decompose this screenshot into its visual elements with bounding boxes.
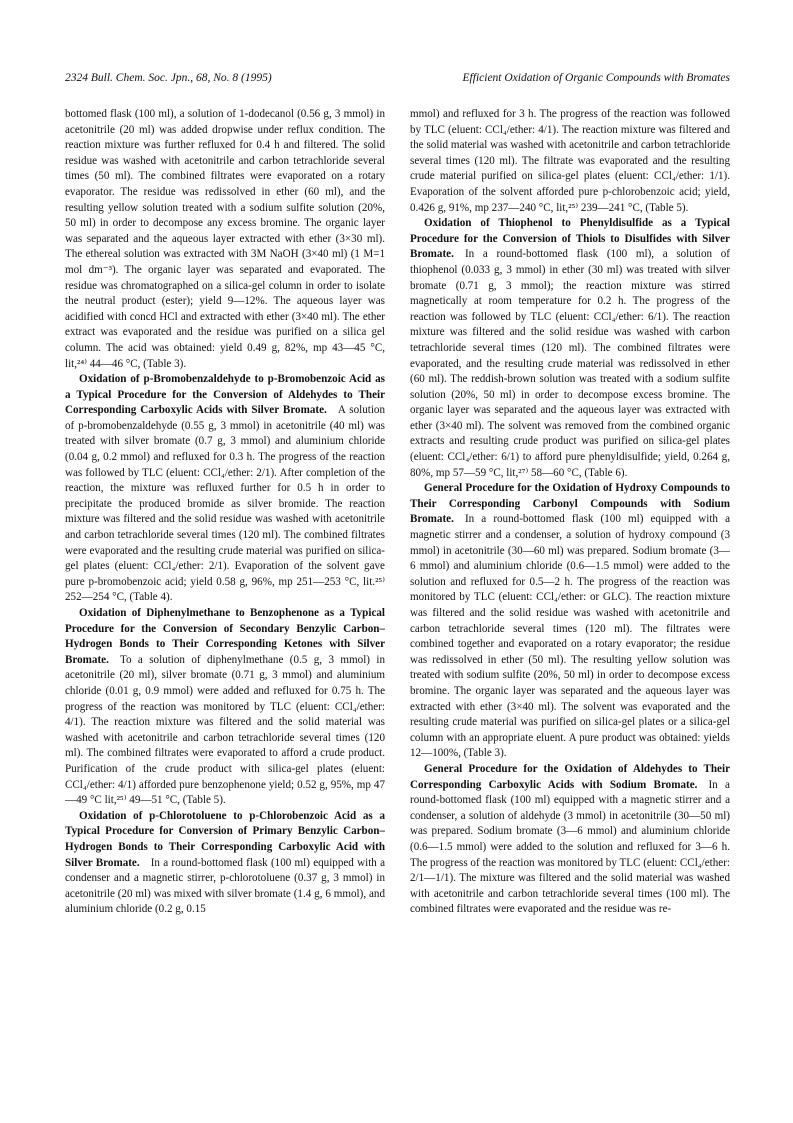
paragraph <box>65 809 385 918</box>
paragraph <box>65 606 385 809</box>
section-heading: Oxidation of Thiophenol to Phenyldisulfide as a Typical Procedure for the Conversion of Thiols to Disulfides with Silver Bromate. <box>410 217 730 261</box>
paragraph <box>65 372 385 606</box>
section-heading: Oxidation of p-Chlorotoluene to p-Chlorobenzoic Acid as a Typical Procedure for Conversion of Primary Benzylic Carbon–Hydrogen Bonds to Their Corresponding Carboxylic Acid with Silver Bromate. <box>65 809 385 869</box>
paragraph-text: In a round-bottomed flask (100 ml), a solution of thiophenol (0.033 g, 3 mmol) in ether (30 ml) was treated with silver bromate (0.71 g, 3 mmol); the reaction mixture was stirred magnetically at room temperature for 0.2 h. The progress of the reaction was followed by TLC (eluent: CCl₄/ether: 6/1). The reaction mixture was filtered and the solid residue was washed with carbon tetrachloride several times (120 ml). The combined filtrates were evaporated, and the resulting crude material was redissolved in ether (60 ml). The reddish-brown solution was treated with a sodium sulfite solution (20%, 50 ml) in order to decompose excess bromine. The organic layer was separated and the aqueous layer was extracted with ether (3×40 ml). The solvent was removed from the combined organic extracts and resulting crude product was purified on silica-gel plates (eluent: CCl₄/ether: 6/1) to afford pure phenyldisulfide; yield, 0.264 g, 80%, mp 57—59 °C, lit,²⁷⁾ 58—60 °C, (Table 6). <box>410 248 730 479</box>
paragraph-text: mmol) and refluxed for 3 h. The progress of the reaction was followed by TLC (eluent: CCl₄/ether: 4/1). The reaction mixture was filtered and the solid material was washed with acetonitrile and carbon tetrachloride several times (120 ml). The filtrate was evaporated and the resulting crude material purified on silica-gel plates (eluent: CCl₄/ether: 1/1). Evaporation of the solvent afforded pure p-chlorobenzoic acid; yield, 0.426 g, 91%, mp 237—240 °C, lit,²⁵⁾ 239—241 °C, (Table 5). <box>410 108 730 214</box>
paragraph-text: To a solution of diphenylmethane (0.5 g, 3 mmol) in acetonitrile (20 ml), silver bromate (0.71 g, 3 mmol) and aluminium chloride (0.01 g, 0.9 mmol) were added and refluxed for 0.75 h. The progress of the reaction was monitored by TLC (eluent: CCl₄/ether: 4/1). The reaction mixture was filtered and the solid material was washed with acetonitrile and carbon tetrachloride several times (120 ml). The combined filtrates were evaporated to afford a crude product. Purification of the crude product with silica-gel plates (eluent: CCl₄/ether: 4/1) afforded pure benzophenone yield; 0.52 g, 95%, mp 47—49 °C lit,²⁵⁾ 49—51 °C, (Table 5). <box>65 653 385 807</box>
section-heading: General Procedure for the Oxidation of Hydroxy Compounds to Their Corresponding Carbonyl Compounds with Sodium Bromate. <box>410 482 730 526</box>
paragraph-text: bottomed flask (100 ml), a solution of 1-dodecanol (0.56 g, 3 mmol) in acetonitrile (20 ml) was added dropwise under reflux condition. The reaction mixture was further refluxed for 0.4 h and filtered. The solid residue was washed with acetonitrile and carbon tetrachloride several times (50 ml). The combined filtrates were evaporated on a rotary evaporator. The residue was redissolved in ether (60 ml), and the resulting yellow solution treated with a sodium sulfite solution (20%, 50 ml) in order to decompose any excess bromine. The organic layer was separated and the aqueous layer extracted with ether (3×30 ml). The ethereal solution was extracted with 3M NaOH (3×40 ml) (1 M=1 mol dm⁻³). The organic layer was separated and evaporated. The residue was chromatographed on a silica-gel column in order to isolate the neutral product (ester); yield 9—12%. The aqueous layer was acidified with concd HCl and extracted with ether (3×40 ml). The ether extract was evaporated and the residue was purified on a silica gel column. The acid was obtained: yield 0.49 g, 82%, mp 43—45 °C, lit,²⁴⁾ 44—46 °C, (Table 3). <box>65 108 385 370</box>
paragraph-text: In a round-bottomed flask (100 ml) equipped with a magnetic stirrer and a condenser, a solution of aldehyde (3 mmol) in acetonitrile (30—50 ml) was prepared. Sodium bromate (3—6 mmol) and aluminium chloride (0.6—1.5 mmol) were added to the solution and refluxed for 3—6 h. The progress of the reaction was monitored by TLC (eluent: CCl₄/ether: 2/1—1/1). The mixture was filtered and the solid material was washed with acetonitrile and carbon tetrachloride several times (100 ml). The combined filtrates were evaporated and the residue was re- <box>410 778 730 916</box>
paragraph <box>65 107 385 372</box>
paragraph-text: In a round-bottomed flask (100 ml) equipped with a condenser and a magnetic stirrer, p-chlorotoluene (0.37 g, 3 mmol) in acetonitrile (20 ml) was mixed with silver bromate (1.4 g, 6 mmol), and aluminium chloride (0.2 g, 0.15 <box>65 856 385 916</box>
right-column <box>410 107 730 1107</box>
paragraph <box>410 762 730 918</box>
paragraph <box>410 481 730 762</box>
running-header <box>65 72 730 88</box>
left-column <box>65 107 385 1107</box>
paragraph-text: A solution of p-bromobenzaldehyde (0.55 g, 3 mmol) in acetonitrile (40 ml) was treated with silver bromate (0.7 g, 3 mmol) and aluminium chloride (0.04 g, 0.2 mmol) and refluxed for 0.3 h. The progress of the reaction was followed by TLC (eluent: CCl₄/ether: 2/1). After completion of the reaction, the mixture was refluxed further for 0.5 h in order to precipitate the produced bromide as silver bromide. The reaction mixture was filtered and the solid residue was washed with acetonitrile and carbon tetrachloride several times (120 ml). The combined filtrates were evaporated and the resulting crude material was purified on silica-gel plates (eluent: CCl₄/ether: 2/1). Evaporation of the solvent gave pure p-bromobenzoic acid; yield 0.58 g, 96%, mp 251—253 °C, lit.²⁵⁾ 252—254 °C, (Table 4). <box>65 404 385 604</box>
paragraph-text: In a round-bottomed flask (100 ml) equipped with a magnetic stirrer and a condenser, a solution of hydroxy compound (3 mmol) in acetonitrile (30—60 ml) was prepared. Sodium bromate (3—6 mmol) and aluminium chloride (0.6—1.5 mmol) were added to the solution and refluxed for 0.5—2 h. The progress of the reaction was monitored by TLC (eluent: CCl₄/ether: or GLC). The reaction mixture was filtered and the solid residue was washed with acetonitrile and carbon tetrachloride several times (120 ml). The filtrates were combined together and evaporated on a rotary evaporator; the residue was redissolved in ether (50 ml). The resulting yellow solution was treated with sodium sulfite (20%, 50 ml) in order to decompose excess bromine. The organic layer was separated and the aqueous layer was extracted with ether (3×40 ml). The solvent was evaporated and the resulting crude material was purified on silica-gel plates or a silica-gel column with an appropriate eluent. A pure product was obtained: yields 12—100%, (Table 3). <box>410 513 730 760</box>
section-heading: General Procedure for the Oxidation of Aldehydes to Their Corresponding Carboxylic Acids with Sodium Bromate. <box>410 762 730 791</box>
section-heading: Oxidation of Diphenylmethane to Benzophenone as a Typical Procedure for the Conversion of Secondary Benzylic Carbon–Hydrogen Bonds to Their Corresponding Ketones with Silver Bromate. <box>65 607 385 666</box>
journal-citation: 2324 Bull. Chem. Soc. Jpn., 68, No. 8 (1995) <box>65 72 272 84</box>
section-heading: Oxidation of p-Bromobenzaldehyde to p-Bromobenzoic Acid as a Typical Procedure for the Conversion of Aldehydes to Their Corresponding Carboxylic Acids with Silver Bromate. <box>65 373 385 417</box>
running-title: Efficient Oxidation of Organic Compounds with Bromates <box>462 72 730 84</box>
paragraph <box>410 107 730 216</box>
paragraph <box>410 216 730 481</box>
